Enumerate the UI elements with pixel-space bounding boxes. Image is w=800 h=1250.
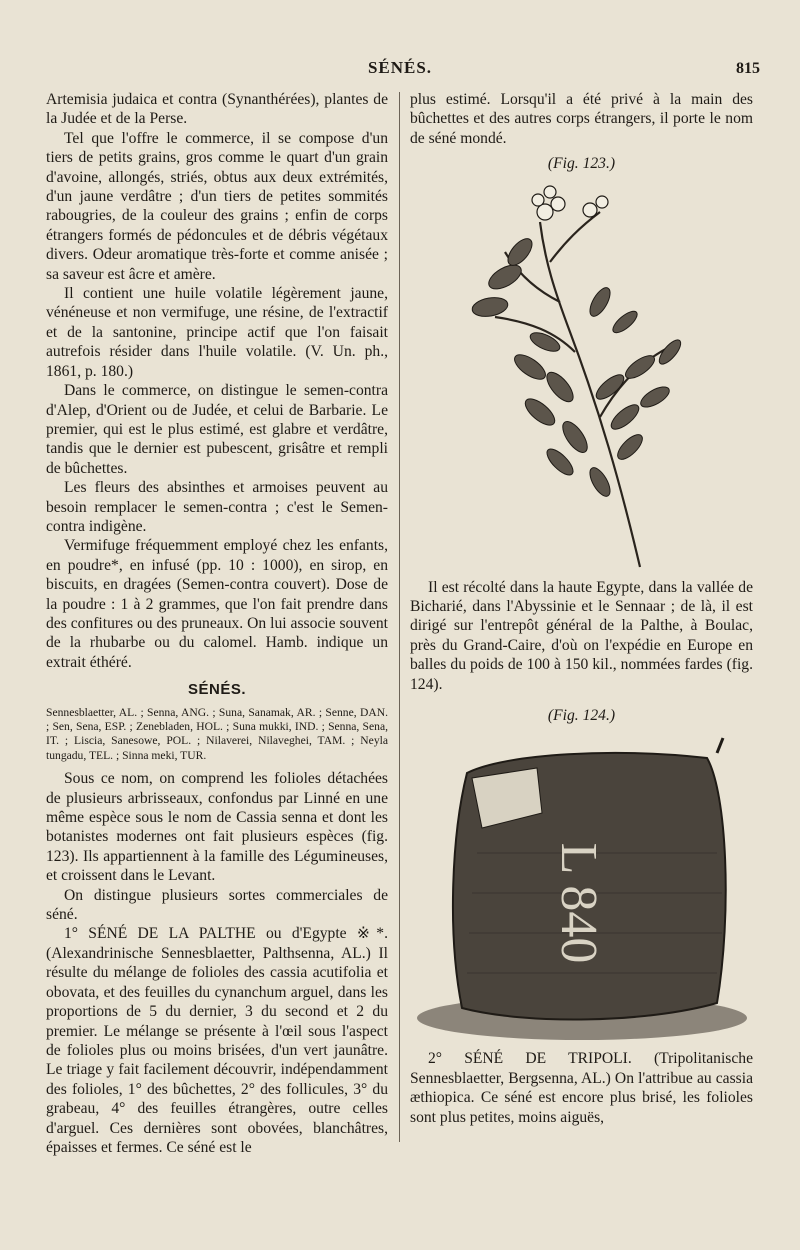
- paragraph: Dans le commerce, on distingue le semen-contra d'Alep, d'Orient ou de Judée, et celui de Barbarie. Le premier, qui est le plus estimé, est glabre et verdâtre, tandis que le dernier est pubescent, grisâtre et rempli de bûchettes.: [46, 382, 388, 477]
- section-title: SÉNÉS.: [187, 681, 247, 699]
- bale-marking: L 840: [549, 843, 607, 964]
- page-number: 815: [736, 60, 760, 77]
- paragraph: Artemisia judaica et contra (Synanthérées), plantes de la Judée et de la Perse.: [46, 91, 388, 128]
- figure-caption: (Fig. 123.): [547, 155, 616, 173]
- paragraph: plus estimé. Lorsqu'il a été privé à la main des bûchettes et des autres corps étrangers, il porte le nom de séné mondé.: [410, 91, 753, 147]
- senna-plant-illustration: [450, 182, 710, 572]
- paragraph: Sous ce nom, on comprend les folioles détachées de plusieurs arbrisseaux, confondus par Linné en une même espèce sous le nom de Cassia senna et dont les botanistes modernes ont fait plusieurs espèces (fig. 123). Ils appartiennent à la famille des Légumineuses, et croissent dans le Levant.: [46, 770, 388, 885]
- paragraph: On distingue plusieurs sortes commerciales de séné.: [46, 886, 388, 924]
- paragraph: Les fleurs des absinthes et armoises peuvent au besoin remplacer le semen-contra ; c'est le Semen-contra indigène.: [46, 479, 388, 535]
- paragraph: 2° SÉNÉ DE TRIPOLI. (Tripolitanische Sennesblaetter, Bergsenna, AL.) On l'attribue au cassia æthiopica. Ce séné est encore plus brisé, les folioles sont plus petites, moins aiguës,: [410, 1050, 753, 1126]
- right-column: [410, 90, 753, 1127]
- paragraph: Tel que l'offre le commerce, il se compose d'un tiers de petits grains, gros comme le quart d'un grain d'avoine, allongés, striés, obtus aux deux extrémités, d'un jaune verdâtre ; d'un tiers de petites sommités rabougries, de la couleur des grains ; enfin de corps étrangers formés de pédoncules et de débris végétaux divers. Odeur aromatique très-forte et comme anisée ; sa saveur est âcre et amère.: [46, 129, 388, 283]
- paragraph: Il est récolté dans la haute Egypte, dans la vallée de Bicharié, dans l'Abyssinie et le Sennaar ; de là, il est dirigé sur l'entrepôt général de la Palthe, à Boulac, près du Grand-Caire, d'où on l'expédie en Europe en balles du poids de 100 à 150 kil., nommées fardes (fig. 124).: [410, 578, 753, 693]
- synonyms-list: Sennesblaetter, AL. ; Senna, ANG. ; Suna, Sanamak, AR. ; Senne, DAN. ; Sen, Sena, ESP. ; Zenebladen, HOL. ; Suna mukki, IND. ; Senna, Sena, IT. ; Liscia, Sanesowe, POL. ; Nilaverei, Nilaveghei, TAM. ; Neyla tungadu, TEL. ; Sinna meki, TUR.: [46, 705, 388, 762]
- column-divider: [399, 92, 400, 1142]
- running-title: SÉNÉS.: [367, 58, 433, 77]
- left-column: [46, 90, 388, 1157]
- paragraph: 1° SÉNÉ DE LA PALTHE ou d'Egypte ※*. (Alexandrinische Sennesblaetter, Palthsenna, AL.) Il résulte du mélange de folioles des cassia acutifolia et obovata, et des feuilles du cynanchum arguel, dans les proportions de 5 du dernier, 3 du second et 2 du premier. Le mélange se présente à l'œil sous l'aspect de folioles plus ou moins brisées, d'un vert jaunâtre. Le triage y fait facilement découvrir, indépendamment des folioles, 1° des bûchettes, 2° des follicules, 3° du grabeau, 4° des feuilles étrangères, outre celles d'arguel. Ces dernières sont obovées, blanchâtres, épaisses et fermes. Ce séné est le: [46, 925, 388, 1156]
- running-header: [40, 58, 760, 82]
- figure-caption: (Fig. 124.): [547, 707, 616, 725]
- paragraph: Vermifuge fréquemment employé chez les enfants, en poudre*, en infusé (pp. 10 : 1000), en sirop, en biscuits, en dragées (Semen-contra couvert). Dose de la poudre : 1 à 2 grammes, que l'on fait prendre dans des confitures ou des pruneaux. On lui associe souvent de la rhubarbe ou du calomel. Hamb. indique un extrait éthéré.: [46, 537, 388, 671]
- senna-bale-illustration: [417, 733, 747, 1043]
- paragraph: Il contient une huile volatile légèrement jaune, vénéneuse et non vermifuge, une résine, de l'extractif et de la santonine, principe actif que l'on faisait autrefois résider dans l'huile volatile. (V. Un. ph., 1861, p. 180.): [46, 285, 388, 380]
